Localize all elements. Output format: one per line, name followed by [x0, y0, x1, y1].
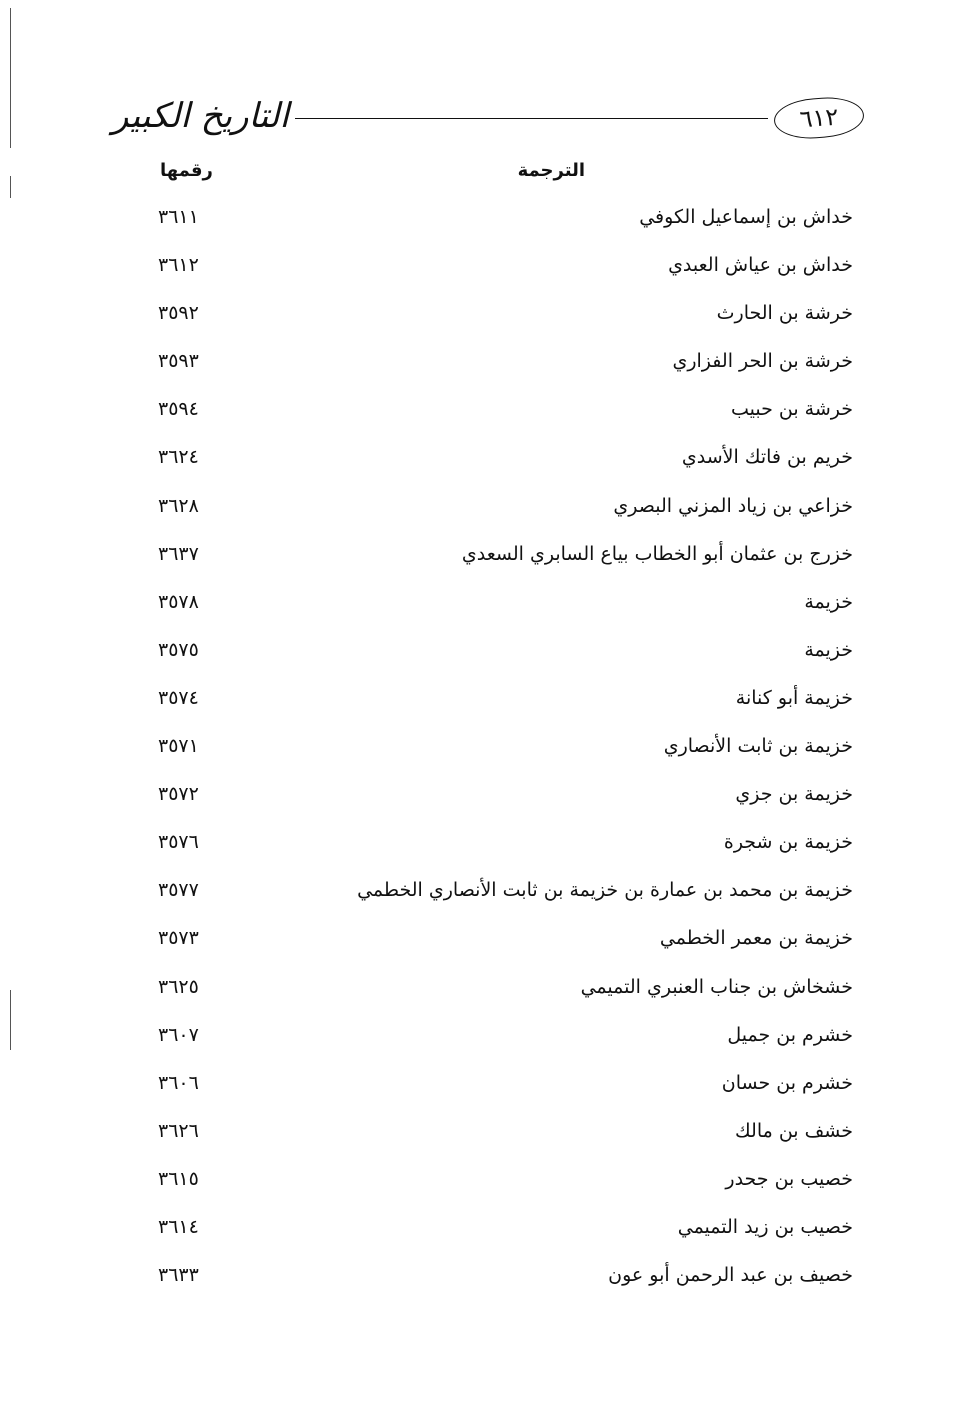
entry-number: ٣٦٠٦	[158, 1071, 199, 1094]
entry-number: ٣٦١١	[158, 206, 199, 228]
entry-name: خصيف بن عبد الرحمن أبو عون	[608, 1264, 853, 1287]
index-list	[0, 196, 977, 1302]
index-row	[0, 388, 977, 436]
entry-name: خشخاش بن جناب العنبري التميمي	[580, 975, 853, 998]
index-row	[0, 1206, 977, 1254]
index-row	[0, 1254, 977, 1302]
entry-number: ٣٦١٥	[158, 1167, 199, 1190]
entry-name: خشرم بن حسان	[721, 1071, 853, 1094]
entry-name: خشف بن مالك	[735, 1119, 853, 1142]
index-row	[0, 629, 977, 677]
entry-name: خزرج بن عثمان أبو الخطاب بياع السابري السعدي	[461, 542, 853, 565]
entry-name: خشرم بن جميل	[727, 1023, 853, 1046]
index-row	[0, 1110, 977, 1158]
entry-name: خرشة بن الحارث	[716, 302, 853, 325]
entry-name: خزيمة بن معمر الخطمي	[659, 927, 853, 950]
index-row	[0, 821, 977, 869]
entry-number: ٣٥٧٢	[158, 783, 199, 806]
index-row	[0, 292, 977, 340]
index-row	[0, 869, 977, 917]
entry-number: ٣٥٩٢	[158, 302, 199, 325]
entry-number: ٣٦١٤	[158, 1215, 199, 1238]
entry-name: خزيمة	[804, 590, 853, 613]
entry-number: ٣٦٢٥	[158, 975, 199, 998]
entry-name: خصيب بن جحدر	[725, 1167, 853, 1190]
entry-name: خزيمة	[804, 638, 853, 661]
entry-number: ٣٥٧٤	[158, 686, 199, 709]
entry-number: ٣٦١٢	[158, 254, 199, 277]
entry-number: ٣٥٩٤	[158, 398, 199, 421]
index-row	[0, 340, 977, 388]
entry-name: خرشة بن حبيب	[730, 398, 853, 421]
scan-edge-mark	[10, 176, 11, 198]
index-row	[0, 917, 977, 965]
index-row	[0, 725, 977, 773]
page-number: ٦١٢	[798, 102, 840, 134]
entry-name: خرشة بن الحر الفزاري	[672, 350, 853, 373]
entry-number: ٣٦٢٤	[158, 446, 199, 469]
entry-name: خزاعي بن زياد المزني البصري	[613, 494, 853, 517]
entry-number: ٣٥٧٥	[158, 638, 199, 661]
entry-number: ٣٥٧٧	[158, 879, 199, 902]
entry-name: خصيب بن زيد التميمي	[677, 1215, 853, 1238]
entry-name: خزيمة أبو كنانة	[735, 686, 853, 709]
entry-name: خداش بن عياش العبدي	[668, 254, 853, 277]
page-number-badge	[773, 95, 866, 141]
index-row	[0, 533, 977, 581]
index-row	[0, 244, 977, 292]
index-row	[0, 773, 977, 821]
index-row	[0, 196, 977, 244]
entry-number: ٣٦٣٧	[158, 542, 199, 565]
column-heading-number: رقمها	[160, 160, 213, 181]
index-row	[0, 1062, 977, 1110]
entry-number: ٣٥٧٨	[158, 590, 199, 613]
entry-number: ٣٦٢٦	[158, 1119, 199, 1142]
entry-name: خزيمة بن جزي	[735, 783, 853, 806]
entry-name: خزيمة بن شجرة	[723, 831, 853, 854]
index-row	[0, 1014, 977, 1062]
entry-number: ٣٦٣٣	[158, 1264, 199, 1287]
index-row	[0, 966, 977, 1014]
entry-name: خداش بن إسماعيل الكوفي	[639, 206, 853, 228]
entry-number: ٣٦٠٧	[158, 1023, 199, 1046]
index-row	[0, 485, 977, 533]
scan-edge-mark	[10, 8, 11, 148]
entry-number: ٣٥٧٦	[158, 831, 199, 854]
book-title: التاريخ الكبير	[112, 96, 295, 136]
entry-number: ٣٦٢٨	[158, 494, 199, 517]
entry-name: خزيمة بن محمد بن عمارة بن خزيمة بن ثابت الأنصاري الخطمي	[357, 879, 853, 902]
index-row	[0, 436, 977, 484]
index-row	[0, 677, 977, 725]
column-heading-entry: الترجمة	[517, 160, 585, 181]
entry-name: خزيمة بن ثابت الأنصاري	[663, 735, 853, 758]
index-row	[0, 581, 977, 629]
index-row	[0, 1158, 977, 1206]
running-header	[112, 92, 868, 144]
entry-name: خريم بن فاتك الأسدي	[681, 446, 853, 469]
entry-number: ٣٥٧١	[158, 735, 199, 758]
entry-number: ٣٥٧٣	[158, 927, 199, 950]
header-rule	[254, 118, 768, 119]
entry-number: ٣٥٩٣	[158, 350, 199, 373]
